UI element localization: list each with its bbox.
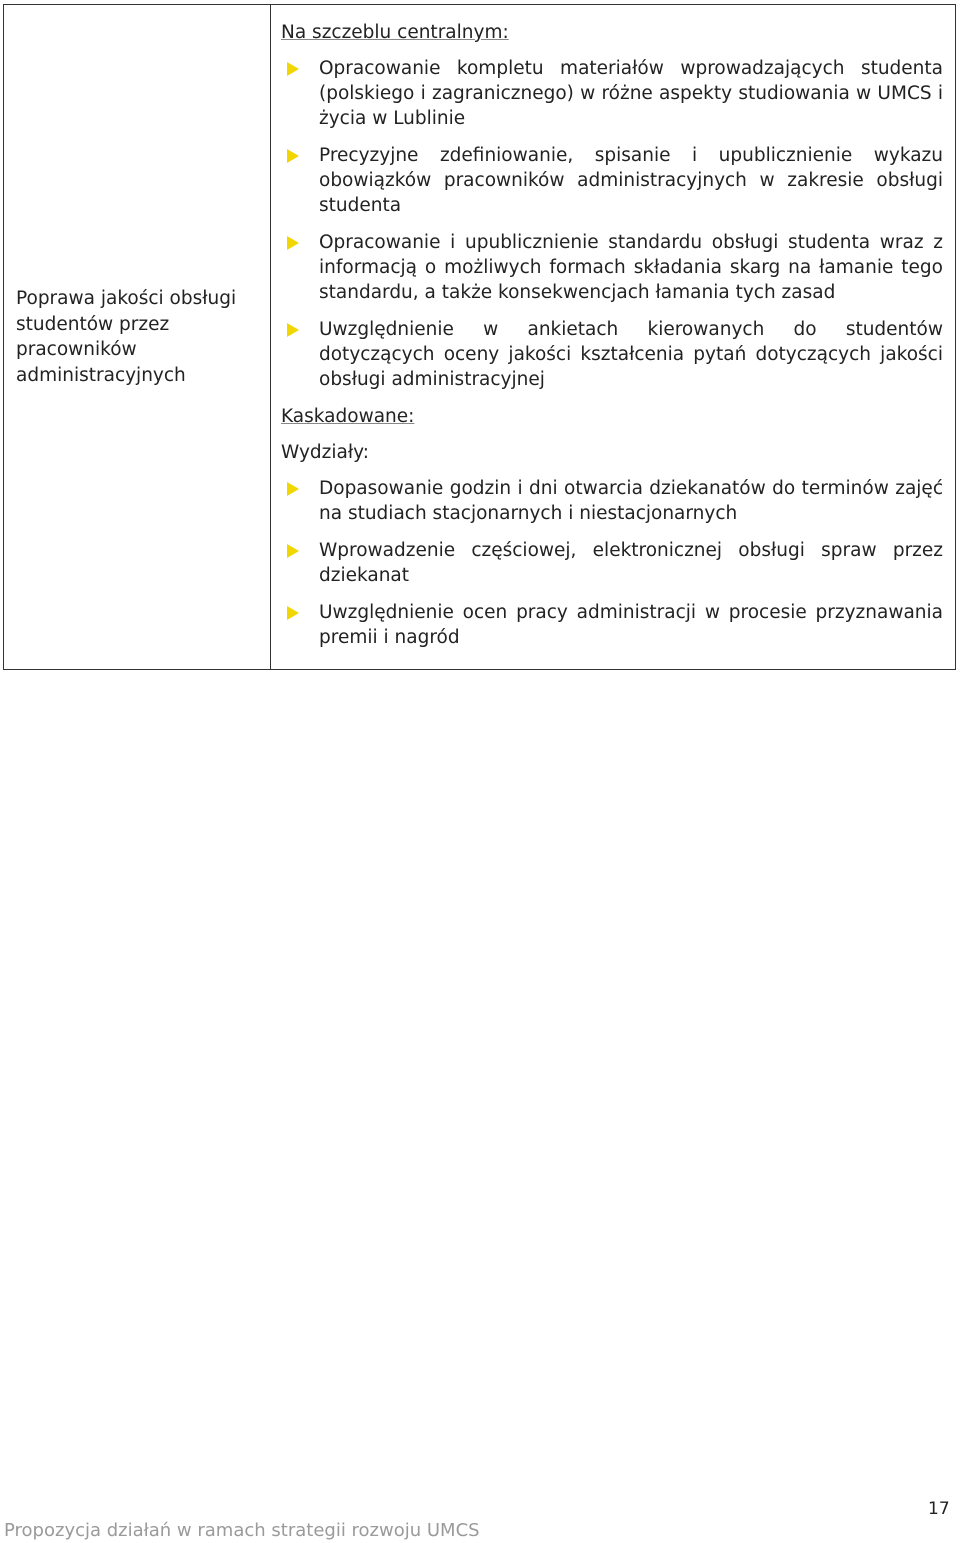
cascaded-heading: Kaskadowane:	[281, 406, 415, 427]
goal-text: Poprawa jakości obsługi studentów przez pracowników administracyjnych	[16, 288, 237, 386]
footer-text: Propozycja działań w ramach strategii rozwoju UMCS	[4, 1520, 480, 1541]
list-item-text: Uwzględnienie w ankietach kierowanych do studentów dotyczących oceny jakości kształcenia pytań dotyczących jakości obsługi administracyjnej	[319, 319, 943, 390]
triangle-bullet-icon	[287, 544, 299, 558]
list-item-text: Opracowanie i upublicznienie standardu obsługi studenta wraz z informacją o możliwych formach składania skarg na łamanie tego standardu, a także konsekwencjach łamania tych zasad	[319, 232, 943, 303]
list-item	[281, 317, 943, 392]
list-item-text: Dopasowanie godzin i dni otwarcia dziekanatów do terminów zajęć na studiach stacjonarnych i niestacjonarnych	[319, 478, 943, 524]
actions-cell	[271, 5, 955, 669]
faculties-heading: Wydziały:	[281, 442, 369, 463]
central-level-heading: Na szczeblu centralnym:	[281, 22, 509, 43]
list-item	[281, 143, 943, 218]
triangle-bullet-icon	[287, 62, 299, 76]
list-item	[281, 538, 943, 588]
strategy-table	[3, 4, 956, 670]
central-actions-list	[281, 56, 943, 392]
triangle-bullet-icon	[287, 236, 299, 250]
triangle-bullet-icon	[287, 482, 299, 496]
list-item	[281, 230, 943, 305]
list-item-text: Opracowanie kompletu materiałów wprowadzających studenta (polskiego i zagranicznego) w różne aspekty studiowania w UMCS i życia w Lublinie	[319, 58, 943, 129]
triangle-bullet-icon	[287, 323, 299, 337]
list-item	[281, 600, 943, 650]
triangle-bullet-icon	[287, 606, 299, 620]
list-item-text: Precyzyjne zdefiniowanie, spisanie i upublicznienie wykazu obowiązków pracowników administracyjnych w zakresie obsługi studenta	[319, 145, 943, 216]
triangle-bullet-icon	[287, 149, 299, 163]
list-item-text: Uwzględnienie ocen pracy administracji w procesie przyznawania premii i nagród	[319, 602, 943, 648]
list-item	[281, 476, 943, 526]
faculty-actions-list	[281, 476, 943, 650]
goal-cell	[4, 5, 271, 669]
list-item	[281, 56, 943, 131]
list-item-text: Wprowadzenie częściowej, elektronicznej obsługi spraw przez dziekanat	[319, 540, 943, 586]
page-number: 17	[928, 1499, 950, 1519]
